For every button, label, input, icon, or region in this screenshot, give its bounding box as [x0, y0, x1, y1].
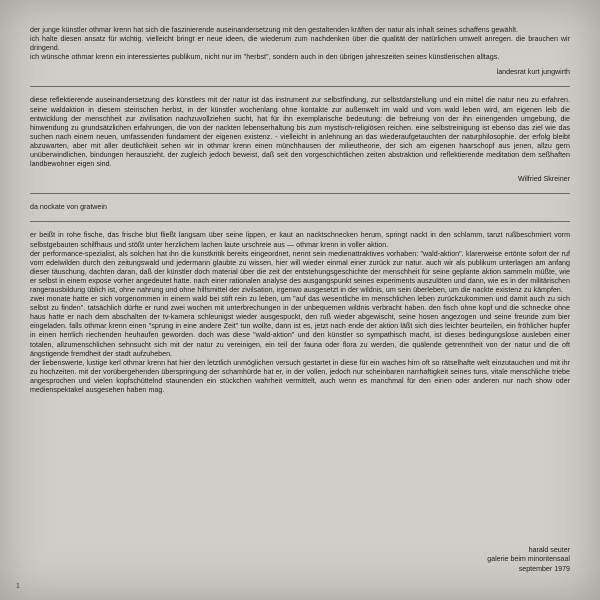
gratwein-heading: da nockate von gratwein [30, 203, 107, 212]
colophon-author: harald seuter [528, 546, 570, 555]
intro-section [30, 26, 570, 62]
colophon-date: september 1979 [518, 564, 570, 573]
divider-rule-bottom [30, 221, 570, 222]
intro-paragraph-3: ich wünsche othmar krenn ein interessiertes publikum, nicht nur im "herbst", sondern auch in den übrigen jahreszeiten seines künstlerischen alltags. [30, 53, 500, 62]
main-essay-signature: Wilfried Skreiner [517, 175, 570, 184]
gratwein-paragraph-4: der liebenswerte, lustige kerl othmar krenn hat hier den letztlich unmöglichen versuch gestartet in diese für ein waches hirn oft so rätselhafte welt einzutauchen und mit ihr zu hochzeiten. mit der vorübergehenden überspringung der schamhürde hat er, in der vollen, jedoch nur scheinbaren narrhaftigkeit seines tuns, vitale menschliche triebe angesprochen und vielen kopfschüttelnd staunenden ein stückchen wahrheit vermittelt, auch wenn es manchmal für den einen oder anderen nur nach show oder medienspektakel ausgesehen haben mag. [30, 358, 570, 394]
intro-signature: landesrat kurt jungwirth [496, 68, 570, 77]
main-essay-section [30, 96, 570, 169]
main-essay-paragraph-1: diese reflektierende auseinandersetzung des künstlers mit der natur ist das instrument zur selbstfindung, zur selbstdarstellung und ein mittel die natur neu zu erfahren. seine waldaktion in diesem steirischen herbst, in der künstler wochenlang ohne kontakte zur außenwelt im wald und vom wald leben wird, am eigenen leib die entwicklung der menschheit zur zivilisation nachzuvollziehen sucht, hat für ihn exemplarische bedeutung: die befreiung von der ihn einengenden umgebung, die hinwendung zu grundsätzlichen erfahrungen, die von der nackten lebenserhaltung bis zum mystisch-religiösen reichen. eine selbstreinigung ist ebenso das ziel wie das suchen nach einem neuen, umfassenden fundament der eigenen existenz. - vielleicht in anlehnung an das wiederaufgetauchten der naturphilosophie. der erfolg bleibt abzuwarten, aber mit aller deutlichkeit sehen wir in othmar krenn einen münchhausen der milieutheorie, der sich am eigenen haarschopf aus jenen, allzu gern unüberwindlichen, bindungen herauszieht. der zugleich jedoch beweist, daß seit den vorgeschichtlichen zeiten abstraktion und reflektierende meditation dem seßhaften landbewohner eigen sind. [30, 96, 570, 169]
page-corner-mark: 1 [16, 583, 20, 590]
colophon [487, 546, 570, 574]
divider-rule-middle [30, 193, 570, 194]
colophon-venue: galerie beim minoritensaal [487, 555, 570, 564]
gratwein-paragraph-1: er beißt in rohe fische, das frische blut fließt langsam über seine lippen, er kaut an nacktschnecken herum, springt nackt in den schlamm, tanzt rußbeschmiert vorm selbstgebauten schilfhaus und stößt unter herzlichem lachen laute urschreie aus — othmar krenn in voller aktion. [30, 231, 570, 249]
intro-paragraph-2: ich halte diesen ansatz für wichtig. vielleicht bringt er neue ideen, die wiederum zum nachdenken über die qualität der natürlichen umwelt anregen. die brauchen wir dringend. [30, 35, 570, 53]
intro-paragraph-1: der junge künstler othmar krenn hat sich die faszinierende auseinandersetzung mit den gestaltenden kräften der natur als inhalt seines schaffens gewählt. [30, 26, 518, 34]
gratwein-paragraph-3: zwei monate hatte er sich vorgenommen in einem wald bei stift rein zu leben, um "auf das wesentliche im menschlichen leben zurückzukommen und damit auch zu sich selbst zu finden". tatsächlich dürfte er rund zwei wochen mit unterbrechungen in der unbequemen wildnis verbracht haben. den fisch ohne kopf und die schnecke ohne haus hatte er nach dem abschalten der tv-kamera schleunigst wieder ausgespuckt, den ruß wieder abgewischt, seine hosen angezogen und seine freunde zum bier eingeladen. falls othmar krenn einen "sprung in eine andere Zeit" tun wollte, dann ist es, jetzt nach ende der aktion läßt sich dies leichter beurteilen, ein fröhlicher hupfer in einen herrlich riechenden heuhaufen geworden. doch was diese "wald-aktion" und den künstler so sympathisch macht, ist dieses bedingungslose ausleben einer totalen, allzumenschlichen sehnsucht sich mit der natur zu vereinigen, ein teil der fauna oder flora zu werden, die quälende getrenntheit von der natur und die oft ängstigende fremdheit der stadt aufzuheben. [30, 295, 570, 358]
gratwein-paragraph-2: der performance-spezialist, als solchen hat ihn die kunstkritik bereits eingeordnet, nennt sein medienattraktives vorhaben: "wald-aktion". klarerweise ertönte sofort der ruf vom edelwilden durch den zeitungswald und jedermann glaubte zu wissen, hier will wieder einmal einer zurück zur natur. auch wir als publikum unterlagen am anfang dieser täuschung, dachten daran, daß der künstler doch material über die zeit der entstehungsgeschichte der menschheit für seine geplante aktion sammeln müßte, wie er selbst in einem expose vorher angedeutet hatte. nach einer rationalen analyse des ausgangspunkt seines experiments auszulöten und dann, wie es in der militärischen rangerausbildung üblich ist, ohne nahrung und ohne hilfsmittel der zivilsation, irgenwo ausgesetzt in der wildnis, um sein überleben, um die nackte existenz zu kämpfen. [30, 249, 570, 294]
gratwein-section [30, 231, 570, 395]
divider-rule-top [30, 86, 570, 87]
